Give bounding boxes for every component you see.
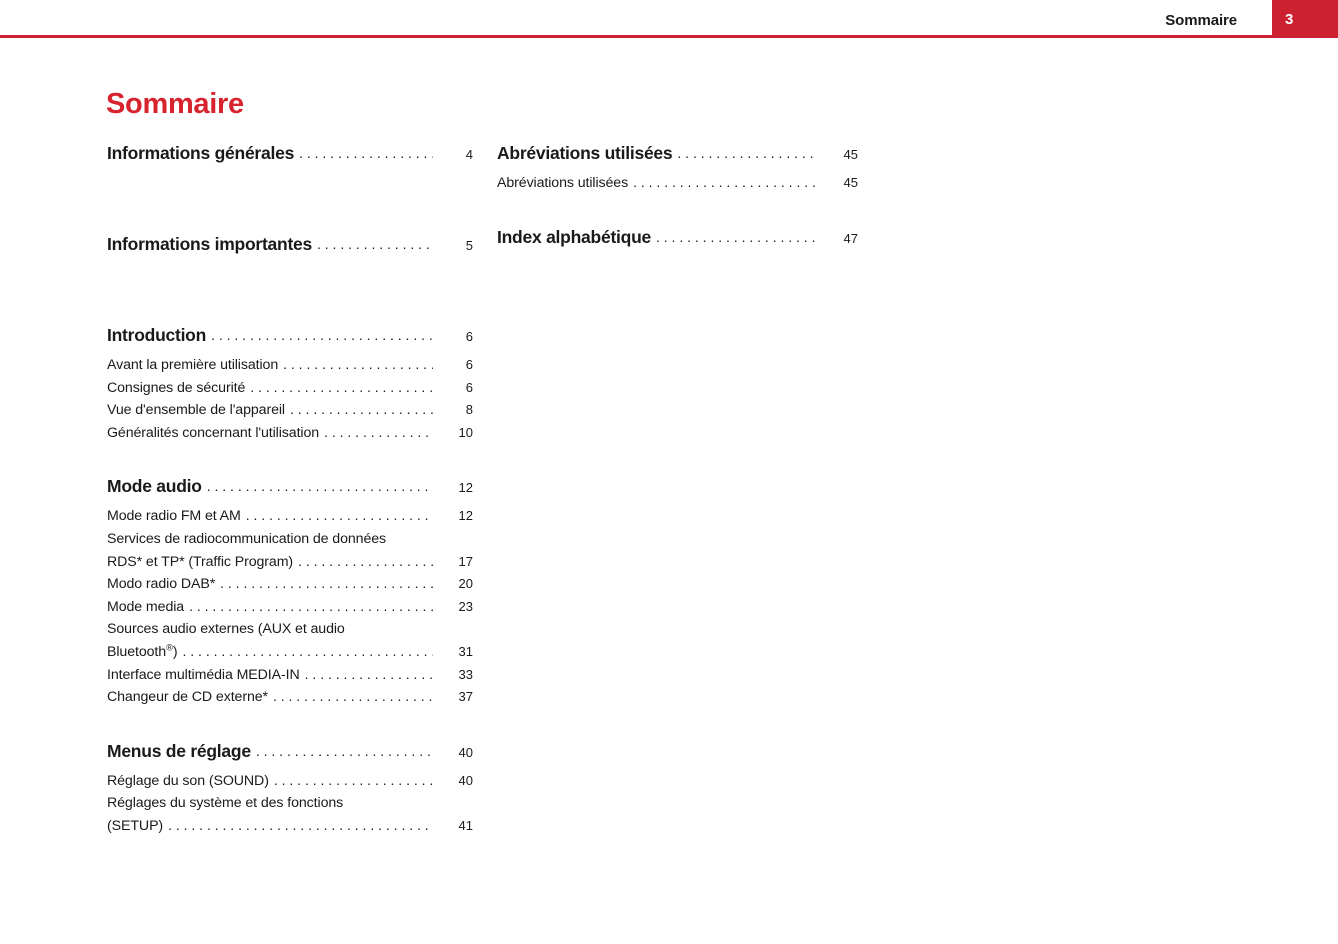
toc-sub-entry[interactable] (107, 618, 473, 663)
dot-leader (298, 553, 433, 569)
toc-page-number: 6 (465, 329, 473, 344)
dot-leader (299, 145, 433, 161)
toc-page-number: 23 (458, 598, 473, 614)
toc-sub-entry[interactable] (107, 354, 473, 377)
dot-leader (189, 598, 433, 614)
toc-sub-entry-group (497, 172, 858, 195)
toc-entry-label: Vue d'ensemble de l'appareil (107, 402, 285, 419)
dot-leader (274, 772, 433, 788)
toc-page-number: 8 (465, 402, 473, 418)
toc-page-number: 45 (843, 147, 858, 162)
header-title: Sommaire (1165, 12, 1237, 29)
toc-chapter-entry[interactable] (497, 142, 858, 166)
toc-entry-label: Mode media (107, 598, 185, 615)
toc-page-number: 47 (843, 230, 858, 246)
dot-leader (324, 424, 433, 440)
toc-entry-label: Bluetooth®) (107, 642, 178, 660)
toc-entry-label: (SETUP) (107, 817, 164, 834)
toc-section-gap (107, 293, 473, 324)
toc-page-number: 5 (465, 238, 473, 253)
toc-page-number: 20 (458, 576, 473, 592)
toc-entry-label: Réglage du son (SOUND) (107, 772, 269, 789)
dot-leader (305, 666, 433, 682)
toc-sub-entry[interactable] (107, 792, 473, 837)
toc-sub-entry[interactable] (107, 505, 473, 528)
toc-sub-entry-group (107, 505, 473, 708)
dot-leader (273, 688, 433, 704)
toc-section-gap (497, 195, 858, 226)
toc-entry-label: Généralités concernant l'utilisation (107, 424, 320, 441)
toc-chapter-trailing-gap (497, 250, 858, 286)
dot-leader (246, 507, 433, 523)
registered-trademark-symbol: ® (166, 642, 173, 653)
toc-page-number: 10 (458, 424, 473, 440)
dot-leader (256, 743, 433, 759)
toc-sub-entry[interactable] (497, 172, 858, 195)
toc-entry-label: Mode radio FM et AM (107, 508, 241, 525)
toc-entry-label: Index alphabétique (497, 226, 651, 247)
toc-section-gap (107, 444, 473, 475)
toc-entry-label: Modo radio DAB* (107, 576, 216, 593)
toc-chapter-trailing-gap (107, 166, 473, 202)
toc-page-number: 45 (843, 175, 858, 190)
toc-entry-label: Consignes de sécurité (107, 379, 246, 396)
toc-column-left (107, 142, 473, 838)
toc-sub-entry[interactable] (107, 770, 473, 793)
toc-sub-entry[interactable] (107, 664, 473, 687)
toc-page-number: 41 (458, 817, 473, 833)
toc-page-number: 37 (458, 689, 473, 705)
dot-leader (211, 327, 433, 343)
toc-chapter-entry[interactable] (107, 740, 473, 764)
toc-page-number: 4 (465, 147, 473, 162)
header-page-block (1272, 0, 1338, 38)
dot-leader (290, 401, 433, 417)
toc-entry-label: Changeur de CD externe* (107, 689, 268, 706)
dot-leader (220, 575, 433, 591)
toc-entry-label: Services de radiocommunication de données (107, 530, 387, 547)
toc-page-number: 31 (458, 643, 473, 659)
toc-chapter-entry[interactable] (497, 226, 858, 250)
header-page-number: 3 (1285, 11, 1294, 28)
page-header (0, 0, 1338, 39)
toc-entry-label: Avant la première utilisation (107, 357, 279, 373)
toc-entry-label: Sources audio externes (AUX et audio (107, 621, 345, 638)
toc-entry-label: Abréviations utilisées (497, 143, 673, 163)
dot-leader (633, 174, 818, 190)
toc-page-number: 17 (458, 553, 473, 569)
toc-sub-entry[interactable] (107, 399, 473, 422)
page-title: Sommaire (106, 88, 244, 120)
toc-chapter-entry[interactable] (107, 324, 473, 348)
toc-entry-label: RDS* et TP* (Traffic Program) (107, 553, 294, 570)
toc-page-number: 40 (458, 744, 473, 760)
dot-leader (250, 379, 433, 395)
toc-sub-entry-group (107, 354, 473, 444)
toc-sub-entry[interactable] (107, 528, 473, 573)
toc-section-gap (107, 709, 473, 740)
toc-entry-label: Mode audio (107, 476, 202, 497)
toc-page-number: 40 (458, 772, 473, 788)
toc-sub-entry[interactable] (107, 686, 473, 709)
toc-chapter-trailing-gap (107, 257, 473, 293)
toc-page-number: 12 (458, 480, 473, 496)
toc-chapter-entry[interactable] (107, 475, 473, 499)
dot-leader (677, 145, 818, 161)
dot-leader (283, 356, 433, 372)
toc-entry-label: Interface multimédia MEDIA-IN (107, 666, 300, 683)
toc-entry-label: Introduction (107, 325, 207, 345)
dot-leader (656, 229, 818, 245)
toc-page-number: 6 (465, 357, 473, 372)
toc-column-right (497, 142, 858, 286)
toc-sub-entry[interactable] (107, 377, 473, 400)
toc-entry-label: Informations importantes (107, 234, 312, 254)
dot-leader (168, 817, 433, 833)
toc-entry-label: Réglages du système et des fonctions (107, 795, 344, 812)
toc-page-number: 6 (465, 379, 473, 395)
dot-leader (182, 643, 433, 659)
toc-section-gap (107, 202, 473, 233)
toc-page-number: 12 (458, 508, 473, 524)
toc-chapter-entry[interactable] (107, 142, 473, 166)
toc-entry-label: Menus de réglage (107, 740, 251, 761)
header-divider-rule (0, 35, 1338, 38)
dot-leader (317, 236, 433, 252)
toc-sub-entry-group (107, 770, 473, 838)
toc-entry-label: Abréviations utilisées (497, 175, 629, 191)
toc-sub-entry[interactable] (107, 596, 473, 619)
toc-page-number: 33 (458, 666, 473, 682)
dot-leader (207, 478, 433, 494)
toc-entry-label: Informations générales (107, 143, 295, 163)
toc-sub-entry[interactable] (107, 573, 473, 596)
toc-sub-entry[interactable] (107, 422, 473, 445)
toc-chapter-entry[interactable] (107, 233, 473, 257)
